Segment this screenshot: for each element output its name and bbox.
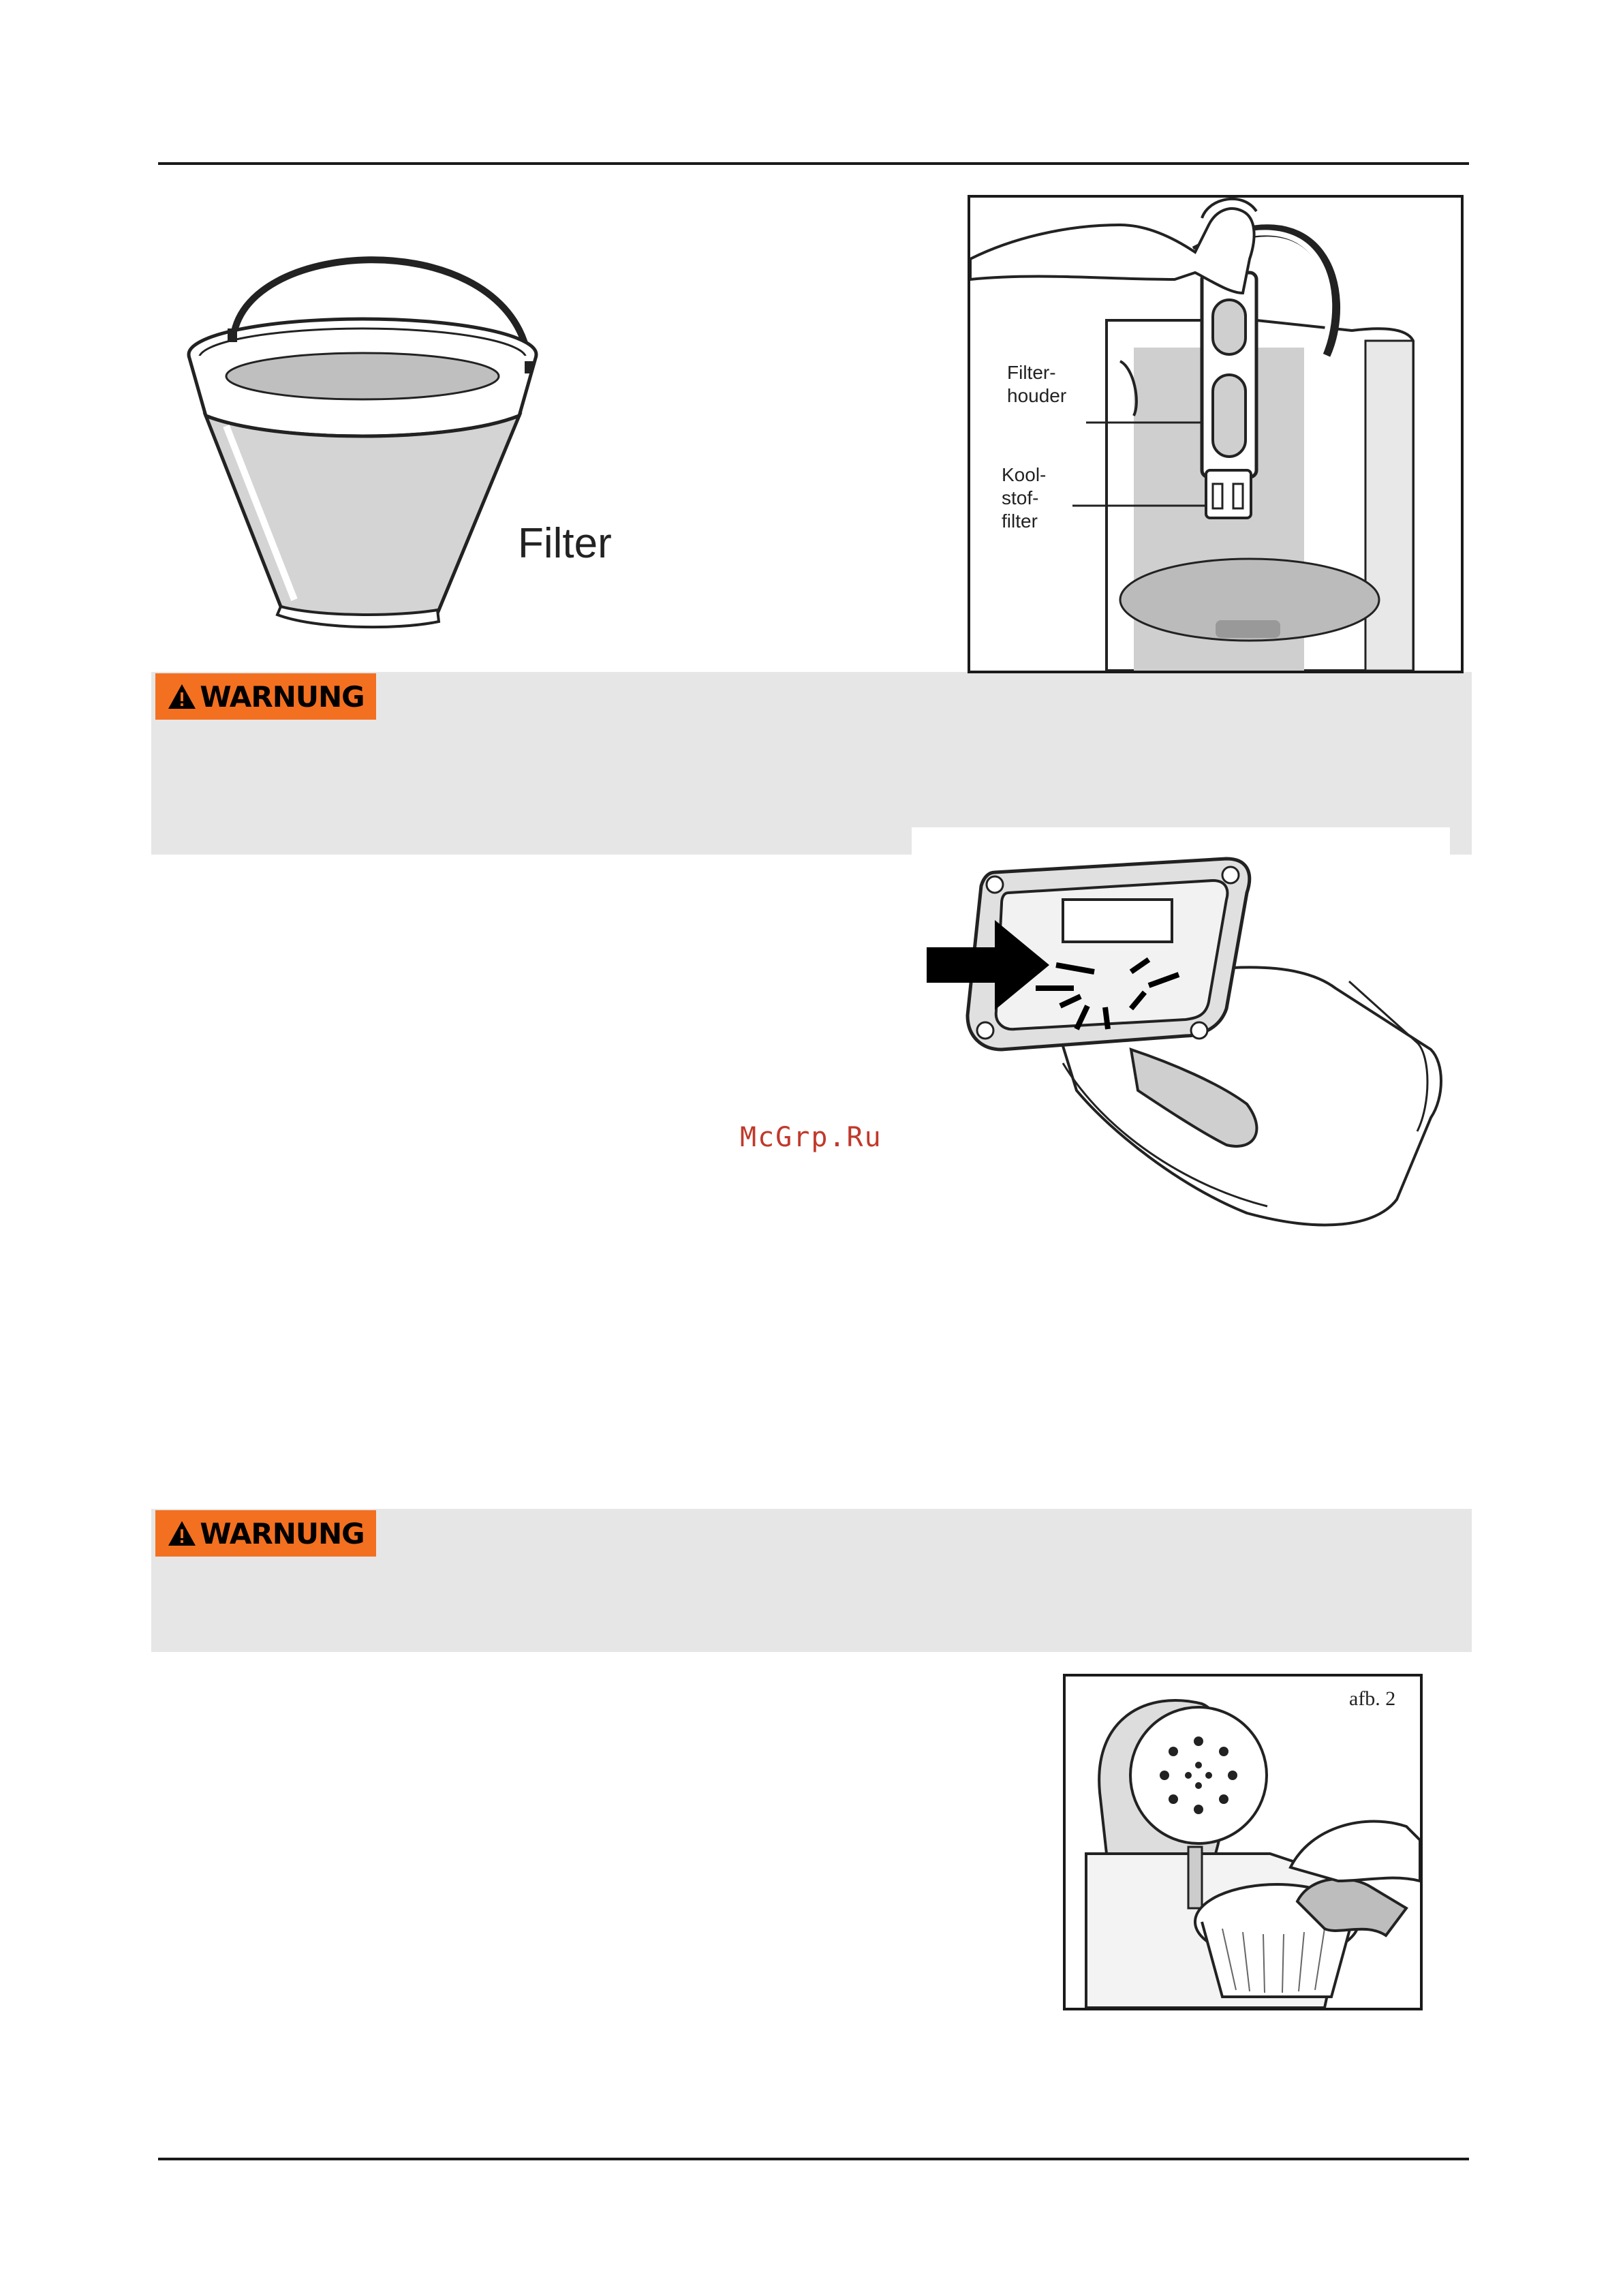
- appliance-bottom-illustration: [927, 845, 1458, 1240]
- warning-badge-2: [155, 1510, 376, 1557]
- callout-carbon-line2: stof-: [1002, 487, 1039, 508]
- cleaning-figure-label: afb. 2: [1349, 1687, 1396, 1710]
- bottom-rule: [158, 2158, 1469, 2160]
- callout-filter-holder-line1: Filter-: [1007, 362, 1056, 383]
- top-rule: [158, 162, 1469, 165]
- filter-caption: Filter: [518, 520, 612, 567]
- cleaning-illustration: [1066, 1677, 1420, 2008]
- filter-basket-illustration: [179, 198, 560, 634]
- warning-badge-2-label: WARNUNG: [200, 1516, 365, 1550]
- warning-triangle-icon: [167, 683, 197, 710]
- warning-badge-1-label: WARNUNG: [200, 679, 365, 714]
- watermark-text: McGrp.Ru: [740, 1122, 882, 1153]
- warning-triangle-icon: [167, 1520, 197, 1547]
- callout-carbon-line3: filter: [1002, 510, 1038, 532]
- warning-badge-1: [155, 673, 376, 720]
- callout-carbon-line1: Kool-: [1002, 464, 1047, 485]
- callout-carbon-filter: [1002, 463, 1046, 533]
- filter-holder-illustration: [970, 198, 1461, 671]
- callout-filter-holder-line2: houder: [1007, 385, 1067, 406]
- callout-filter-holder: [1007, 361, 1066, 408]
